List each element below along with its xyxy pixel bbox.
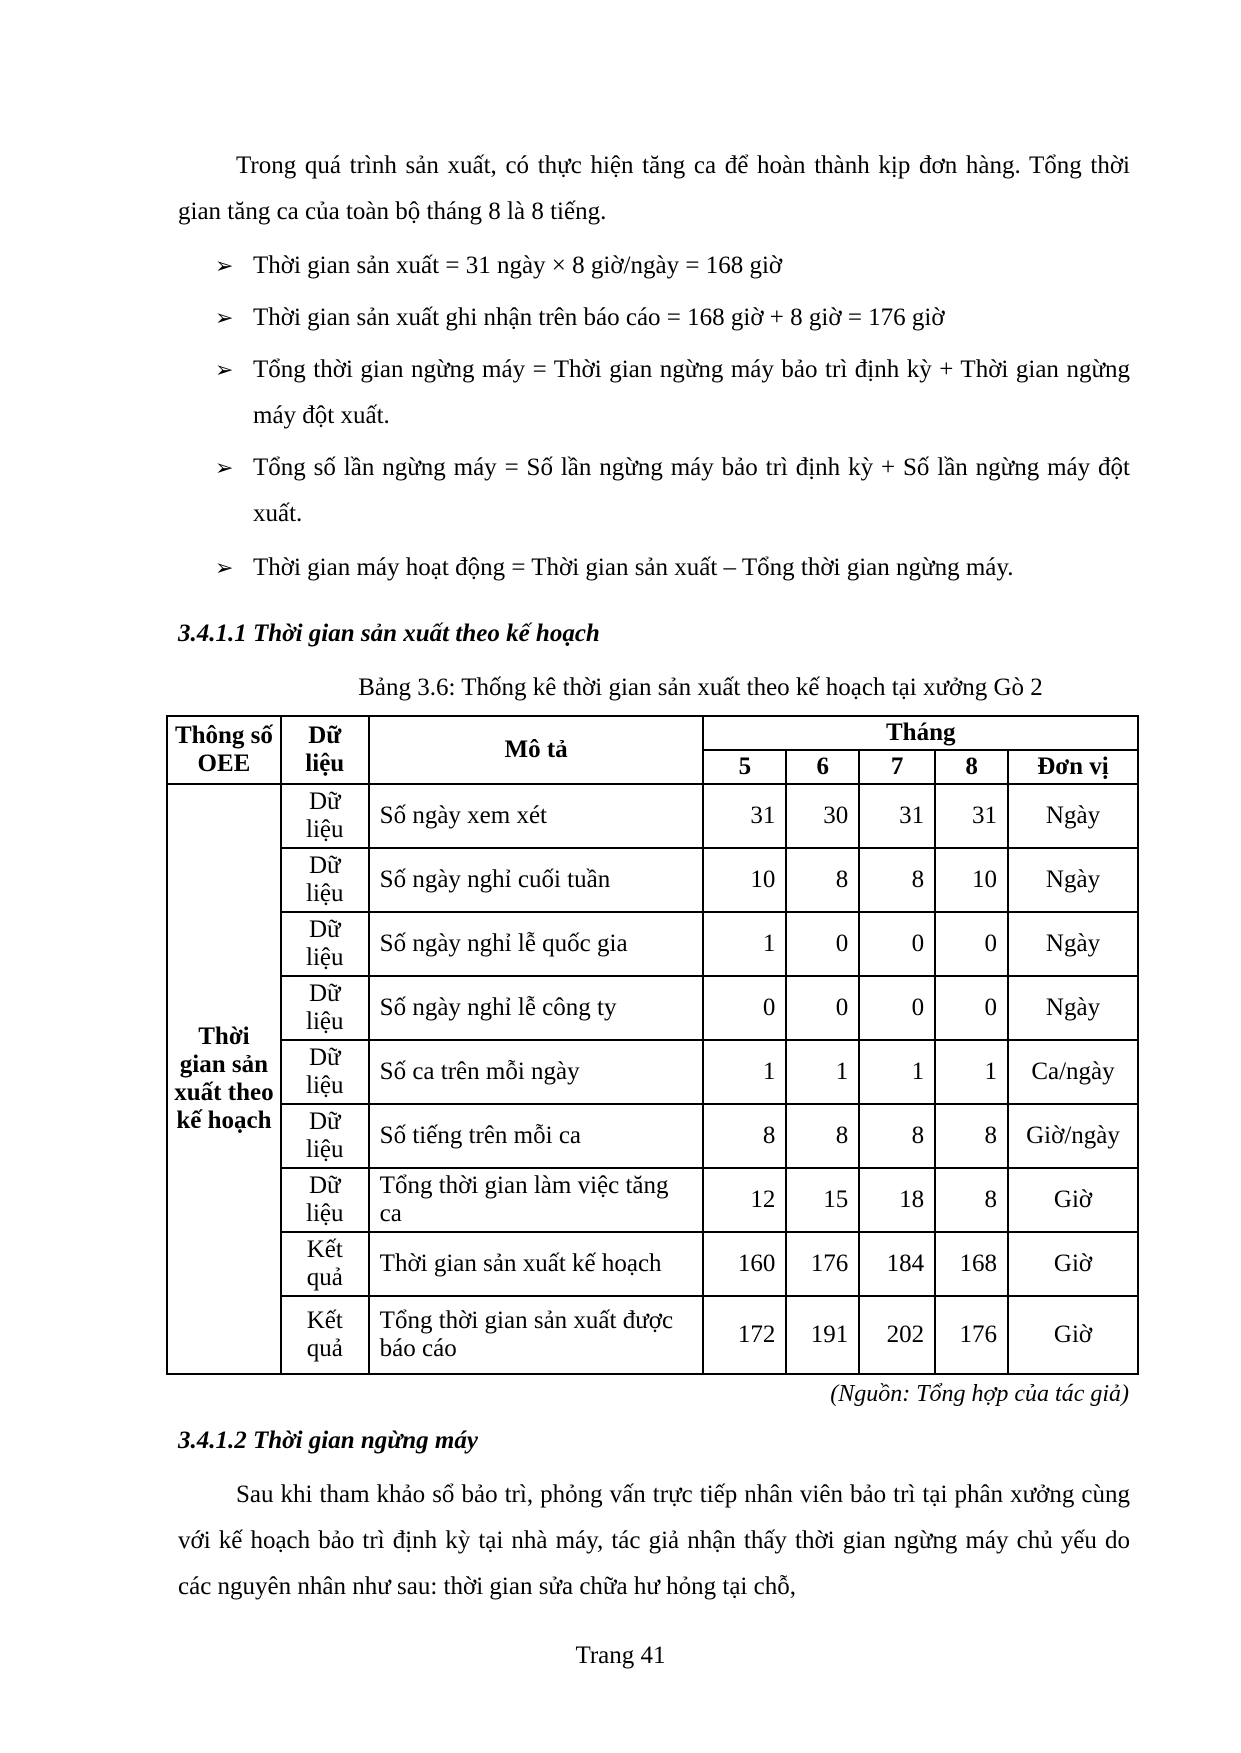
- header-data: Dữ liệu: [281, 716, 369, 784]
- intro-paragraph: Trong quá trình sản xuất, có thực hiện tăng ca để hoàn thành kịp đơn hàng. Tổng thời gian tăng ca của toàn bộ tháng 8 là 8 tiếng.: [178, 152, 1130, 225]
- row-value-8: 8: [935, 1104, 1008, 1168]
- row-type: Kết quả: [281, 1296, 369, 1374]
- row-value-8: 8: [935, 1168, 1008, 1232]
- row-value-6: 30: [786, 784, 859, 848]
- header-desc: Mô tả: [369, 716, 704, 784]
- row-unit: Giờ/ngày: [1008, 1104, 1138, 1168]
- arrow-bullet-icon: ➢: [215, 253, 234, 278]
- row-value-5: 12: [703, 1168, 786, 1232]
- row-unit: Ngày: [1008, 912, 1138, 976]
- bullet-text: Thời gian sản xuất = 31 ngày × 8 giờ/ngày = 168 giờ: [253, 252, 783, 279]
- row-type: Dữ liệu: [281, 912, 369, 976]
- bullet-item: [215, 347, 1130, 439]
- row-value-7: 202: [859, 1296, 935, 1374]
- table-row: [167, 848, 1138, 912]
- table-caption: Bảng 3.6: Thống kê thời gian sản xuất theo kế hoạch tại xưởng Gò 2: [358, 674, 1043, 701]
- bullet-item: [215, 243, 1130, 289]
- table-row: [167, 1232, 1138, 1296]
- row-value-8: 10: [935, 848, 1008, 912]
- row-value-6: 8: [786, 1104, 859, 1168]
- row-value-5: 172: [703, 1296, 786, 1374]
- row-value-5: 0: [703, 976, 786, 1040]
- row-desc: Số ngày nghỉ cuối tuần: [369, 848, 704, 912]
- header-param: Thông số OEE: [167, 716, 281, 784]
- row-value-8: 31: [935, 784, 1008, 848]
- row-value-6: 0: [786, 912, 859, 976]
- row-desc: Tổng thời gian sản xuất được báo cáo: [369, 1296, 704, 1374]
- header-unit: Đơn vị: [1008, 750, 1138, 784]
- row-value-8: 1: [935, 1040, 1008, 1104]
- table-row: [167, 784, 1138, 848]
- row-unit: Giờ: [1008, 1232, 1138, 1296]
- row-value-5: 1: [703, 1040, 786, 1104]
- row-desc: Thời gian sản xuất kế hoạch: [369, 1232, 704, 1296]
- row-type: Dữ liệu: [281, 1168, 369, 1232]
- row-value-7: 31: [859, 784, 935, 848]
- bullet-item: [215, 445, 1130, 537]
- bullet-text: Tổng số lần ngừng máy = Số lần ngừng máy bảo trì định kỳ + Số lần ngừng máy đột xuất.: [253, 454, 1130, 527]
- row-unit: Ngày: [1008, 784, 1138, 848]
- row-value-7: 1: [859, 1040, 935, 1104]
- row-type: Dữ liệu: [281, 784, 369, 848]
- row-type: Kết quả: [281, 1232, 369, 1296]
- page-number: Trang 41: [575, 1642, 666, 1669]
- row-value-5: 1: [703, 912, 786, 976]
- row-value-7: 0: [859, 976, 935, 1040]
- row-unit: Ngày: [1008, 976, 1138, 1040]
- row-value-8: 0: [935, 976, 1008, 1040]
- row-value-7: 184: [859, 1232, 935, 1296]
- row-desc: Số ngày nghỉ lễ công ty: [369, 976, 704, 1040]
- row-value-7: 0: [859, 912, 935, 976]
- closing-paragraph: Sau khi tham khảo sổ bảo trì, phỏng vấn trực tiếp nhân viên bảo trì tại phân xưởng cùng với kế hoạch bảo trì định kỳ tại nhà máy, tác giả nhận thấy thời gian ngừng máy chủ yếu do các nguyên nhân như sau: thời gian sửa chữa hư hỏng tại chỗ,: [178, 1481, 1130, 1600]
- table-row: [167, 1296, 1138, 1374]
- row-type: Dữ liệu: [281, 1104, 369, 1168]
- row-unit: Ngày: [1008, 848, 1138, 912]
- bullet-item: [215, 295, 1130, 341]
- arrow-bullet-icon: ➢: [215, 357, 234, 382]
- row-desc: Số ngày nghỉ lễ quốc gia: [369, 912, 704, 976]
- row-value-8: 176: [935, 1296, 1008, 1374]
- row-value-8: 168: [935, 1232, 1008, 1296]
- bullet-item: [215, 545, 1130, 591]
- row-value-5: 31: [703, 784, 786, 848]
- production-time-table: [166, 715, 1139, 1375]
- section-heading: 3.4.1.2 Thời gian ngừng máy: [178, 1427, 478, 1454]
- row-value-6: 0: [786, 976, 859, 1040]
- table-row: [167, 976, 1138, 1040]
- section-heading: 3.4.1.1 Thời gian sản xuất theo kế hoạch: [178, 620, 600, 647]
- table-row: [167, 1168, 1138, 1232]
- table-source: (Nguồn: Tổng hợp của tác giả): [830, 1381, 1129, 1407]
- row-type: Dữ liệu: [281, 848, 369, 912]
- param-label: Thời gian sản xuất theo kế hoạch: [167, 784, 281, 1374]
- row-desc: Số ca trên mỗi ngày: [369, 1040, 704, 1104]
- row-value-7: 8: [859, 1104, 935, 1168]
- row-value-5: 8: [703, 1104, 786, 1168]
- row-value-6: 191: [786, 1296, 859, 1374]
- table-row: [167, 912, 1138, 976]
- row-unit: Ca/ngày: [1008, 1040, 1138, 1104]
- bullet-text: Tổng thời gian ngừng máy = Thời gian ngừng máy bảo trì định kỳ + Thời gian ngừng máy đột xuất.: [253, 356, 1130, 429]
- arrow-bullet-icon: ➢: [215, 555, 234, 580]
- row-value-7: 8: [859, 848, 935, 912]
- row-unit: Giờ: [1008, 1296, 1138, 1374]
- header-month-8: 8: [935, 750, 1008, 784]
- header-month: Tháng: [703, 716, 1138, 750]
- header-month-5: 5: [703, 750, 786, 784]
- row-desc: Tổng thời gian làm việc tăng ca: [369, 1168, 704, 1232]
- header-month-6: 6: [786, 750, 859, 784]
- row-value-6: 1: [786, 1040, 859, 1104]
- row-value-8: 0: [935, 912, 1008, 976]
- table-row: [167, 1104, 1138, 1168]
- row-desc: Số ngày xem xét: [369, 784, 704, 848]
- row-type: Dữ liệu: [281, 1040, 369, 1104]
- row-value-5: 10: [703, 848, 786, 912]
- bullet-text: Thời gian sản xuất ghi nhận trên báo cáo = 168 giờ + 8 giờ = 176 giờ: [253, 304, 945, 331]
- row-value-6: 8: [786, 848, 859, 912]
- row-value-6: 15: [786, 1168, 859, 1232]
- bullet-text: Thời gian máy hoạt động = Thời gian sản xuất – Tổng thời gian ngừng máy.: [253, 554, 1014, 581]
- row-value-6: 176: [786, 1232, 859, 1296]
- table-row: [167, 1040, 1138, 1104]
- row-type: Dữ liệu: [281, 976, 369, 1040]
- header-month-7: 7: [859, 750, 935, 784]
- arrow-bullet-icon: ➢: [215, 305, 234, 330]
- row-unit: Giờ: [1008, 1168, 1138, 1232]
- row-value-7: 18: [859, 1168, 935, 1232]
- row-value-5: 160: [703, 1232, 786, 1296]
- arrow-bullet-icon: ➢: [215, 455, 234, 480]
- row-desc: Số tiếng trên mỗi ca: [369, 1104, 704, 1168]
